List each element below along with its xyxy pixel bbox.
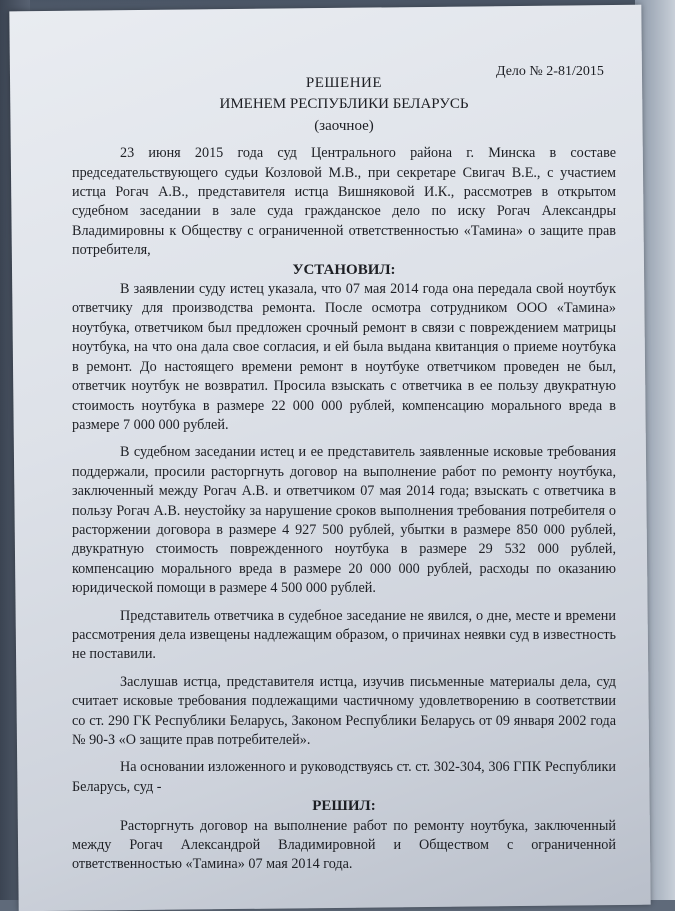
case-number: Дело № 2-81/2015 xyxy=(496,64,604,79)
established-heading: УСТАНОВИЛ: xyxy=(292,261,396,278)
document-body xyxy=(72,60,616,875)
paragraph-claim: В заявлении суду истец указала, что 07 мая 2014 года она передала свой ноутбук ответчику для производства ремонта. После осмотра сотрудником ООО «Тамина» ноутбука, ответчиком был предложен срочный ремонт в связи с повреждением матрицы ноутбука, на что она дала свое согласия, и ей была выдана квитанция о приеме ноутбука в ремонт. До настоящего времени ремонт в ноутбуке ответчиком проведен не был, ответчик ноутбук не возвратил. Просила взыскать с ответчика в ее пользу двукратную стоимость ноутбука в размере 22 000 000 рублей, компенсацию морального вреда в размере 7 000 000 рублей. xyxy=(72,281,616,433)
intro-paragraph: 23 июня 2015 года суд Центрального района г. Минска в составе председательствующего судьи Козловой М.В., при секретаре Свигач В.Е., с участием истца Рогач А.В., представителя истца Вишняковой И.К., рассмотрев в открытом судебном заседании в зале суда гражданское дело по иску Рогач Александры Владимировны к Обществу с ограниченной ответственностью «Тамина» о защите прав потребителя, xyxy=(72,145,616,259)
paragraph-defendant-absence: Представитель ответчика в судебное заседание не явился, о дне, месте и времени рассмотрения дела извещены надлежащим образом, о причинах неявки суд в известность не поставили. xyxy=(72,607,616,663)
document-title: РЕШЕНИЕ xyxy=(305,75,383,91)
paragraph-court-opinion: Заслушав истца, представителя истца, изучив письменные материалы дела, суд считает исковые требования подлежащими частичному удовлетворению в соответствии со ст. 290 ГК Республики Беларусь, Законом Республики Беларусь от 09 января 2002 года № 90-З «О защите прав потребителей». xyxy=(72,673,616,748)
paragraph-hearing: В судебном заседании истец и ее представитель заявленные исковые требования поддержали, просили расторгнуть договор на выполнение работ по ремонту ноутбука, заключенный между Рогач А.В. и ответчиком 07 мая 2014 года; взыскать с ответчика в пользу Рогач А.В. неустойку за нарушение сроков выполнения требования потребителя о расторжении договора в размере 4 927 500 рублей, убытки в размере 850 000 рублей, двукратную стоимость поврежденного ноутбука в размере 29 532 000 рублей, компенсацию морального вреда в размере 20 000 000 рублей, расходы по оказанию юридической помощи в размере 4 500 000 рублей. xyxy=(72,444,616,597)
document-note: (заочное) xyxy=(314,117,374,134)
decided-heading: РЕШИЛ: xyxy=(312,798,376,815)
paragraph-decision: Расторгнуть договор на выполнение работ по ремонту ноутбука, заключенный между Рогач Александрой Владимировной и Обществом с ограниченной ответственностью «Тамина» 07 мая 2014 года. xyxy=(72,817,616,873)
paragraph-legal-basis: На основании изложенного и руководствуясь ст. ст. 302-304, 306 ГПК Республики Беларусь, суд - xyxy=(72,759,616,795)
document-subtitle: ИМЕНЕМ РЕСПУБЛИКИ БЕЛАРУСЬ xyxy=(219,96,469,113)
